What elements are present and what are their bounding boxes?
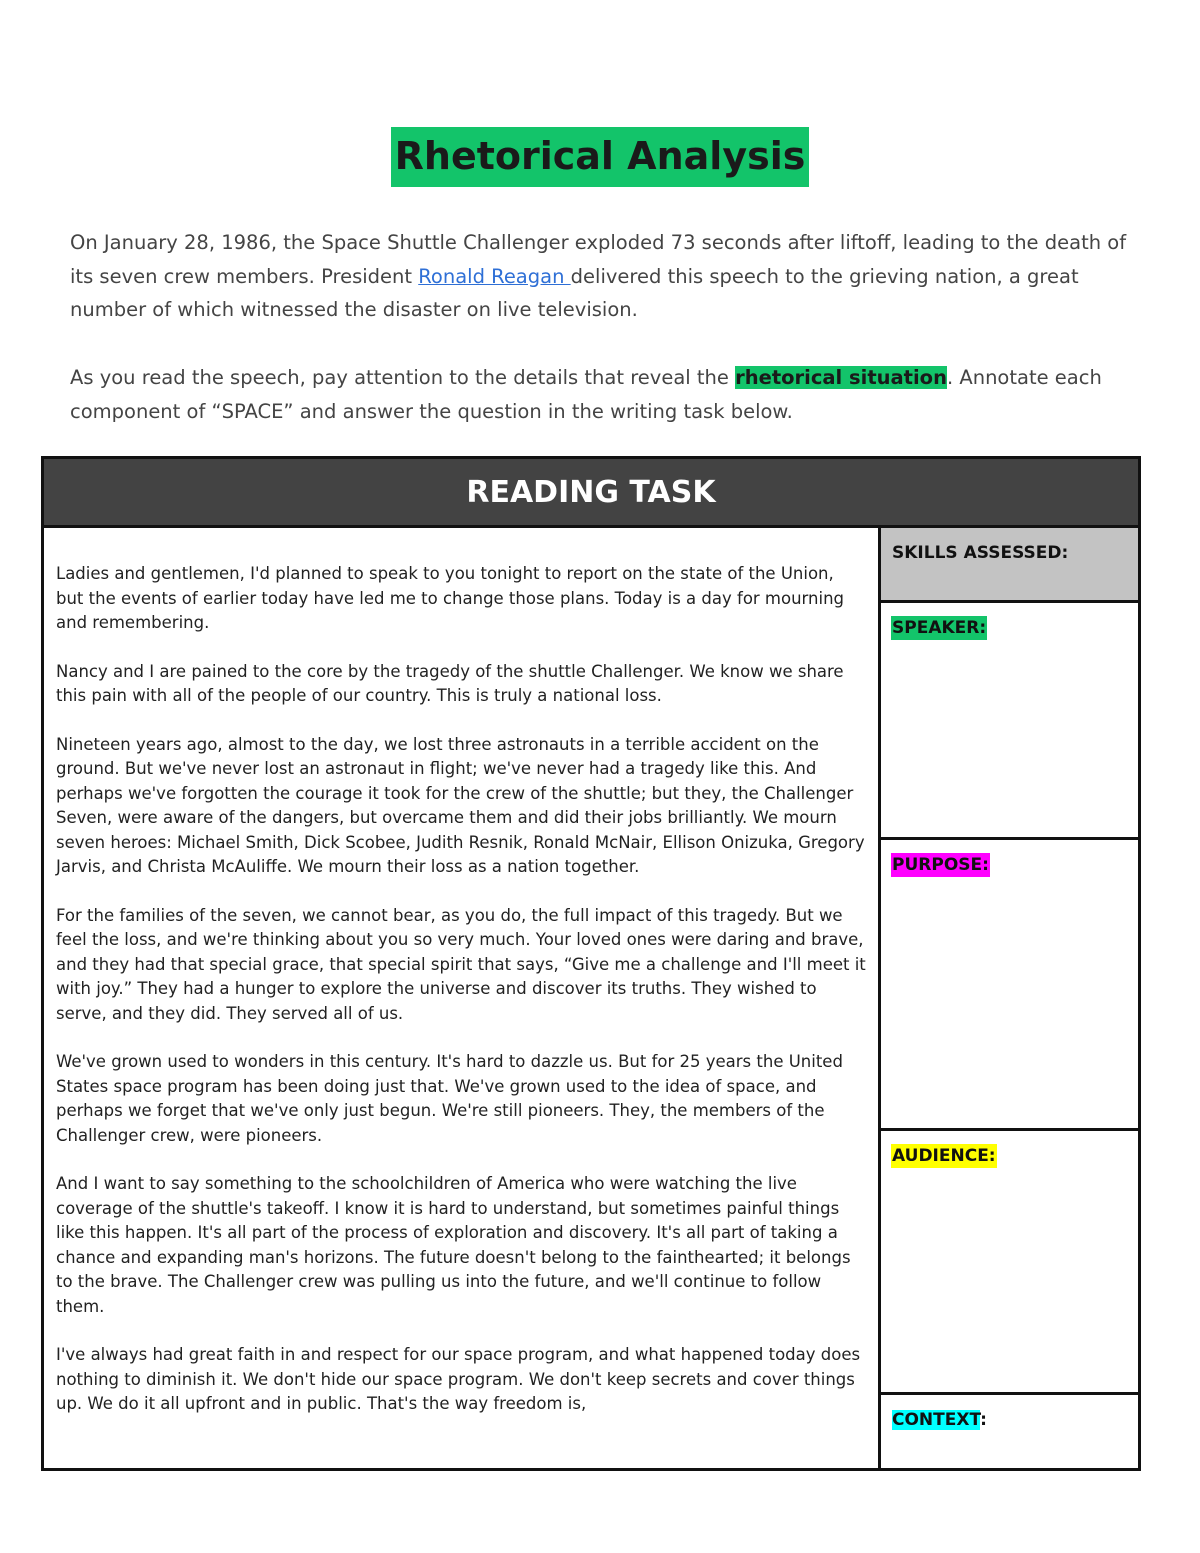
context-label: CONTEXT [892, 1410, 981, 1430]
intro-text-after-highlight: . Annotate each component of “SPACE” and answer the question in the writing task below. [70, 366, 1102, 423]
audience-cell[interactable] [881, 1131, 1138, 1395]
audience-label: AUDIENCE: [892, 1146, 996, 1166]
skills-column [881, 528, 1138, 1468]
purpose-cell[interactable] [881, 840, 1138, 1131]
rhetorical-situation-highlight: rhetorical situation [735, 366, 947, 389]
speaker-cell[interactable] [881, 603, 1138, 840]
speech-text-cell [44, 528, 881, 1468]
reading-task-header: READING TASK [44, 459, 1138, 528]
intro-paragraph-2 [70, 361, 1140, 428]
skills-assessed-cell [881, 528, 1138, 603]
intro-paragraph-1 [70, 226, 1140, 327]
speech-paragraph: We've grown used to wonders in this century. It's hard to dazzle us. But for 25 years the United States space program has been doing just that. We've grown used to the idea of space, and perhaps we forget that we've only just begun. We're still pioneers. They, the members of the Challenger crew, were pioneers. [56, 1052, 843, 1145]
reading-task-table [41, 456, 1141, 1471]
intro-text-before-link: On January 28, 1986, the Space Shuttle Challenger exploded 73 seconds after liftoff, leading to the death of its seven crew members. President [70, 231, 1127, 288]
intro-text-after-link: delivered this speech to the grieving nation, a great number of which witnessed the disaster on live television. [70, 264, 1079, 321]
ronald-reagan-link[interactable]: Ronald Reagan [418, 264, 571, 288]
context-label-wrap [891, 1408, 988, 1432]
context-cell[interactable] [881, 1395, 1138, 1468]
speech-paragraph: And I want to say something to the schoolchildren of America who were watching the live coverage of the shuttle's takeoff. I know it is hard to understand, but sometimes painful things like this happen. It's all part of the process of exploration and discovery. It's all part of taking a chance and expanding man's horizons. The future doesn't belong to the fainthearted; it belongs to the brave. The Challenger crew was pulling us into the future, and we'll continue to follow them. [56, 1174, 851, 1316]
skills-assessed-label: SKILLS ASSESSED: [892, 543, 1069, 563]
speech-paragraph: Nineteen years ago, almost to the day, we lost three astronauts in a terrible accident on the ground. But we've never lost an astronaut in flight; we've never had a tragedy like this. And perhaps we've forgotten the courage it took for the crew of the shuttle; but they, the Challenger Seven, were aware of the dangers, but overcame them and did their jobs brilliantly. We mourn seven heroes: Michael Smith, Dick Scobee, Judith Resnik, Ronald McNair, Ellison Onizuka, Gregory Jarvis, and Christa McAuliffe. We mourn their loss as a nation together. [56, 734, 865, 876]
speech-paragraph: For the families of the seven, we cannot bear, as you do, the full impact of this tragedy. But we feel the loss, and we're thinking about you so very much. Your loved ones were daring and brave, and they had that special grace, that special spirit that says, “Give me a challenge and I'll meet it with joy.” They had a hunger to explore the universe and discover its truths. They wished to serve, and they did. They served all of us. [56, 905, 866, 1023]
speech-paragraph: I've always had great faith in and respect for our space program, and what happened today does nothing to diminish it. We don't hide our space program. We don't keep secrets and cover things up. We do it all upfront and in public. That's the way freedom is, [56, 1345, 861, 1413]
purpose-label: PURPOSE: [892, 855, 989, 875]
intro-text-before-highlight: As you read the speech, pay attention to the details that reveal the [70, 366, 736, 389]
speech-paragraph: Nancy and I are pained to the core by the tragedy of the shuttle Challenger. We know we share this pain with all of the people of our country. This is truly a national loss. [56, 661, 844, 705]
context-colon: : [980, 1410, 987, 1430]
speech-paragraph: Ladies and gentlemen, I'd planned to speak to you tonight to report on the state of the Union, but the events of earlier today have led me to change those plans. Today is a day for mourning and remembering. [56, 564, 845, 632]
page-title: Rhetorical Analysis [391, 127, 810, 187]
speaker-label: SPEAKER: [892, 618, 987, 638]
title-wrapper [0, 127, 1200, 187]
